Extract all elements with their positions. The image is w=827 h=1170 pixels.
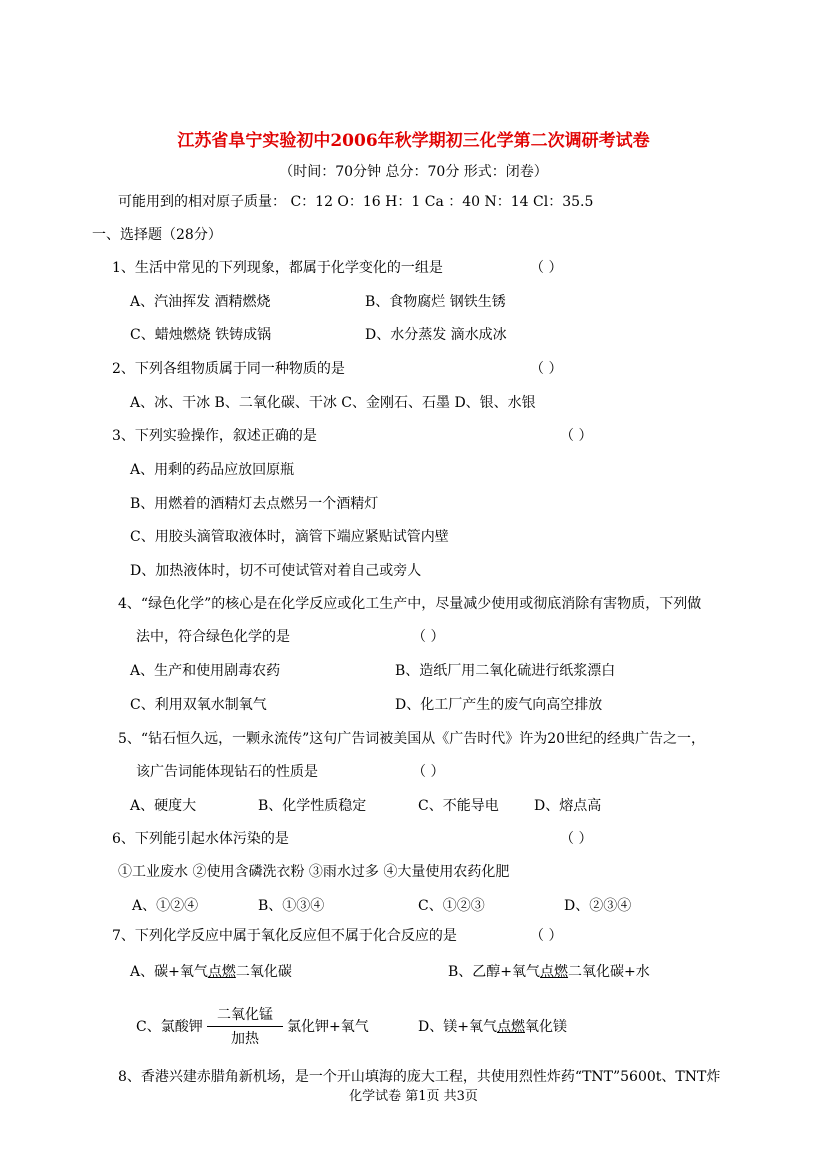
q4-stem-line2: 法中，符合绿色化学的是 [136, 629, 290, 645]
q4-stem-line1: 4、“绿色化学”的核心是在化学反应或化工生产中，尽量减少使用或彻底消除有害物质，下列做 [118, 596, 702, 612]
exam-title: 江苏省阜宁实验初中2006年秋学期初三化学第二次调研考试卷 [177, 131, 650, 151]
q5-bracket: （ ） [412, 764, 445, 780]
q6-option-a: A、①②④ [132, 898, 199, 914]
q1-option-d: D、水分蒸发 滴水成冰 [365, 327, 507, 343]
atomic-masses: 可能用到的相对原子质量： C：12 O：16 H：1 Ca ：40 N：14 Cl：35.5 [118, 194, 594, 210]
q1-stem: 1、生活中常见的下列现象，都属于化学变化的一组是 [112, 260, 443, 276]
q7-d-products: 氧化镁 [524, 1019, 567, 1035]
q4-option-b: B、造纸厂用二氧化硫进行纸浆漂白 [395, 663, 616, 679]
q7-option-c-label: C、氯酸钾 [136, 1019, 203, 1035]
q7-d-condition: 点燃 [496, 1019, 525, 1035]
q6-stem: 6、下列能引起水体污染的是 [112, 831, 289, 847]
q7-c-heat: 加热 [231, 1031, 259, 1047]
q5-stem-line2: 该广告词能体现钻石的性质是 [136, 764, 318, 780]
q7-b-products: 二氧化碳+水 [568, 964, 650, 980]
q4-bracket: （ ） [412, 629, 445, 645]
page-footer: 化学试卷 第1页 共3页 [349, 1089, 478, 1104]
q3-option-a: A、用剩的药品应放回原瓶 [130, 462, 295, 478]
q1-option-c: C、蜡烛燃烧 铁铸成锅 [130, 327, 272, 343]
q4-option-c: C、利用双氧水制氧气 [130, 697, 267, 713]
q6-option-b: B、①③④ [258, 898, 325, 914]
q6-bracket: （ ） [560, 831, 593, 847]
q6-option-d: D、②③④ [564, 898, 632, 914]
q7-a-reactants: A、碳+氧气 [130, 964, 208, 980]
q2-stem: 2、下列各组物质属于同一种物质的是 [112, 361, 345, 377]
q7-c-arrow-line [207, 1026, 283, 1027]
q7-b-condition: 点燃 [540, 964, 569, 980]
q3-stem: 3、下列实验操作，叙述正确的是 [112, 428, 317, 444]
q2-bracket: （ ） [530, 361, 563, 377]
q3-option-b: B、用燃着的酒精灯去点燃另一个酒精灯 [130, 496, 379, 512]
q4-option-a: A、生产和使用剧毒农药 [130, 663, 281, 679]
section-title: 一、选择题（28分） [92, 227, 222, 243]
q5-option-d: D、熔点高 [534, 798, 602, 814]
q7-stem: 7、下列化学反应中属于氧化反应但不属于化合反应的是 [112, 928, 457, 944]
q7-option-d [418, 1018, 567, 1036]
q7-option-c-products: 氯化钾+氧气 [287, 1019, 369, 1035]
q3-bracket: （ ） [560, 428, 593, 444]
q5-option-c: C、不能导电 [418, 798, 499, 814]
q1-option-b: B、食物腐烂 钢铁生锈 [365, 294, 506, 310]
q4-option-d: D、化工厂产生的废气向高空排放 [395, 697, 603, 713]
q7-d-reactants: D、镁+氧气 [418, 1019, 497, 1035]
q7-option-b [448, 963, 650, 981]
q1-bracket: （ ） [530, 260, 563, 276]
q3-option-c: C、用胶头滴管取液体时，滴管下端应紧贴试管内壁 [130, 529, 449, 545]
q1-option-a: A、汽油挥发 酒精燃烧 [130, 294, 271, 310]
q5-stem-line1: 5、“钻石恒久远，一颗永流传”这句广告词被美国从《广告时代》许为20世纪的经典广告之一， [118, 731, 706, 747]
q2-options: A、冰、干冰 B、二氧化碳、干冰 C、金刚石、石墨 D、银、水银 [130, 395, 536, 411]
q8-stem: 8、香港兴建赤腊角新机场，是一个开山填海的庞大工程，共使用烈性炸药“TNT”5600t、TNT炸 [118, 1069, 721, 1085]
q6-option-c: C、①②③ [418, 898, 485, 914]
q7-c-catalyst: 二氧化锰 [217, 1007, 273, 1023]
q7-a-condition: 点燃 [207, 964, 236, 980]
exam-subtitle: （时间：70分钟 总分：70分 形式：闭卷） [279, 164, 548, 180]
q5-option-b: B、化学性质稳定 [258, 798, 367, 814]
q3-option-d: D、加热液体时，切不可使试管对着自己或旁人 [130, 563, 422, 579]
q7-option-a [130, 963, 292, 981]
q7-bracket: （ ） [530, 928, 563, 944]
q7-a-products: 二氧化碳 [235, 964, 292, 980]
q5-option-a: A、硬度大 [130, 798, 197, 814]
q7-b-reactants: B、乙醇+氧气 [448, 964, 541, 980]
q6-items: ①工业废水 ②使用含磷洗衣粉 ③雨水过多 ④大量使用农药化肥 [118, 864, 510, 880]
